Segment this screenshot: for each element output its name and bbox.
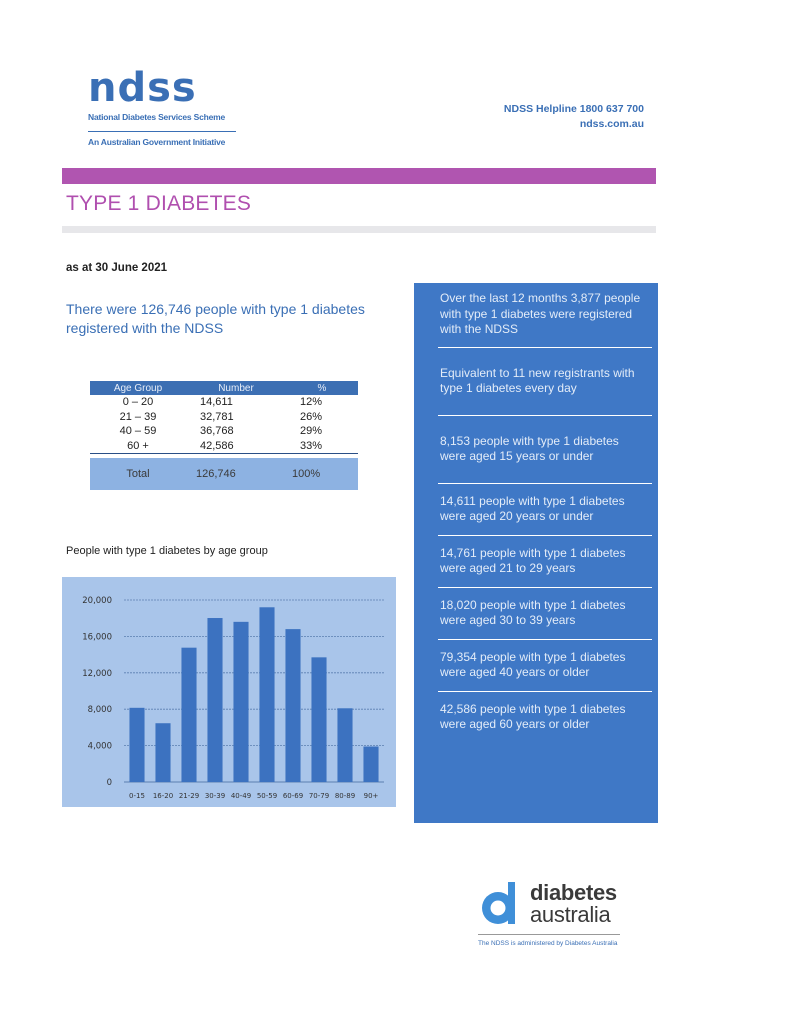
- x-tick-label: 70-79: [308, 792, 330, 800]
- cell-percent: 29%: [300, 425, 323, 438]
- website-link[interactable]: ndss.com.au: [579, 118, 644, 130]
- fact-item: 18,020 people with type 1 diabetes were aged 30 to 39 years: [440, 597, 626, 627]
- bar-30-39: [207, 618, 222, 782]
- total-percent: 100%: [292, 468, 321, 480]
- header-number: Number: [218, 382, 254, 394]
- page-title: TYPE 1 DIABETES: [66, 192, 252, 215]
- fact-item: Equivalent to 11 new registrants with type 1 diabetes every day: [440, 365, 635, 395]
- y-tick-label: 20,000: [82, 596, 112, 606]
- fact-item: 14,761 people with type 1 diabetes were aged 21 to 29 years: [440, 545, 626, 575]
- fact-item: 8,153 people with type 1 diabetes were aged 15 years or under: [440, 433, 619, 463]
- helpline-number: NDSS Helpline 1800 637 700: [503, 103, 644, 115]
- ndss-logo: [88, 65, 248, 147]
- chart-title: People with type 1 diabetes by age group: [66, 545, 268, 557]
- bar-80-89: [337, 708, 352, 782]
- x-tick-label: 16-20: [152, 792, 174, 800]
- cell-age-group: 21 – 39: [119, 410, 157, 423]
- as-at-date: as at 30 June 2021: [66, 262, 168, 274]
- header-percent: %: [317, 382, 327, 394]
- age-group-chart: [62, 577, 396, 807]
- facts-panel: [414, 283, 658, 823]
- bar-40-49: [233, 622, 248, 782]
- headline-total: There were 126,746 people with type 1 diabetes registered with the NDSS: [66, 301, 365, 336]
- fact-item: 79,354 people with type 1 diabetes were aged 40 years or older: [440, 649, 626, 679]
- x-tick-label: 30-39: [204, 792, 226, 800]
- fact-item: 14,611 people with type 1 diabetes were aged 20 years or under: [440, 493, 625, 523]
- helpline-block: [504, 102, 644, 132]
- table-row: [90, 439, 358, 454]
- x-tick-label: 21-29: [178, 792, 200, 800]
- bar-60-69: [285, 629, 300, 782]
- brand-word-diabetes: diabetes: [530, 880, 617, 905]
- cell-number: 32,781: [200, 410, 234, 423]
- cell-age-group: 0 – 20: [122, 396, 154, 409]
- table-row: [90, 410, 358, 425]
- x-tick-label: 80-89: [334, 792, 356, 800]
- cell-number: 14,611: [200, 396, 233, 409]
- y-tick-label: 4,000: [87, 741, 112, 752]
- x-tick-label: 50-59: [256, 792, 278, 800]
- table-divider: [90, 453, 358, 454]
- brand-word-australia: australia: [530, 902, 611, 927]
- table-row: [90, 395, 358, 410]
- ndss-logo-subtitle: National Diabetes Services Scheme: [88, 112, 226, 122]
- age-group-table: [90, 381, 358, 490]
- y-tick-label: 16,000: [82, 632, 112, 643]
- fact-item: 42,586 people with type 1 diabetes were aged 60 years or older: [440, 701, 626, 731]
- y-tick-label: 8,000: [87, 705, 112, 716]
- diabetes-australia-d-icon: [478, 880, 524, 926]
- header-age-group: Age Group: [113, 382, 163, 394]
- bar-70-79: [311, 657, 326, 782]
- ndss-logo-tagline: An Australian Government Initiative: [88, 137, 226, 147]
- bar-90+: [363, 747, 378, 782]
- fact-item: Over the last 12 months 3,877 people with type 1 diabetes were registered with the NDSS: [440, 291, 641, 336]
- bar-50-59: [259, 607, 274, 782]
- total-number: 126,746: [196, 468, 236, 480]
- bar-21-29: [181, 648, 196, 782]
- cell-percent: 12%: [300, 396, 323, 409]
- table-total-row: [90, 458, 358, 490]
- ndss-logo-word: ndss: [88, 65, 197, 111]
- title-underline-strip: [62, 226, 656, 233]
- x-tick-label: 40-49: [230, 792, 252, 800]
- bar-16-20: [155, 723, 170, 782]
- bar-0-15: [129, 708, 144, 782]
- logo-divider: [88, 131, 236, 132]
- cell-percent: 26%: [300, 410, 323, 423]
- cell-age-group: 40 – 59: [119, 425, 157, 438]
- table-header: [90, 381, 358, 395]
- y-tick-label: 0: [106, 778, 112, 788]
- administered-note: The NDSS is administered by Diabetes Australia: [478, 940, 618, 947]
- title-accent-bar: [62, 168, 656, 184]
- x-tick-label: 0-15: [129, 792, 145, 800]
- table-row: [90, 424, 358, 439]
- cell-number: 42,586: [200, 439, 234, 452]
- total-label: Total: [126, 468, 150, 480]
- footer-divider: [478, 934, 620, 935]
- cell-percent: 33%: [300, 439, 323, 452]
- y-tick-label: 12,000: [82, 668, 112, 679]
- cell-age-group: 60 +: [127, 439, 149, 452]
- chart-canvas: [62, 577, 396, 807]
- cell-number: 36,768: [200, 425, 234, 438]
- x-tick-label: 60-69: [282, 792, 304, 800]
- x-tick-label: 90+: [363, 792, 379, 800]
